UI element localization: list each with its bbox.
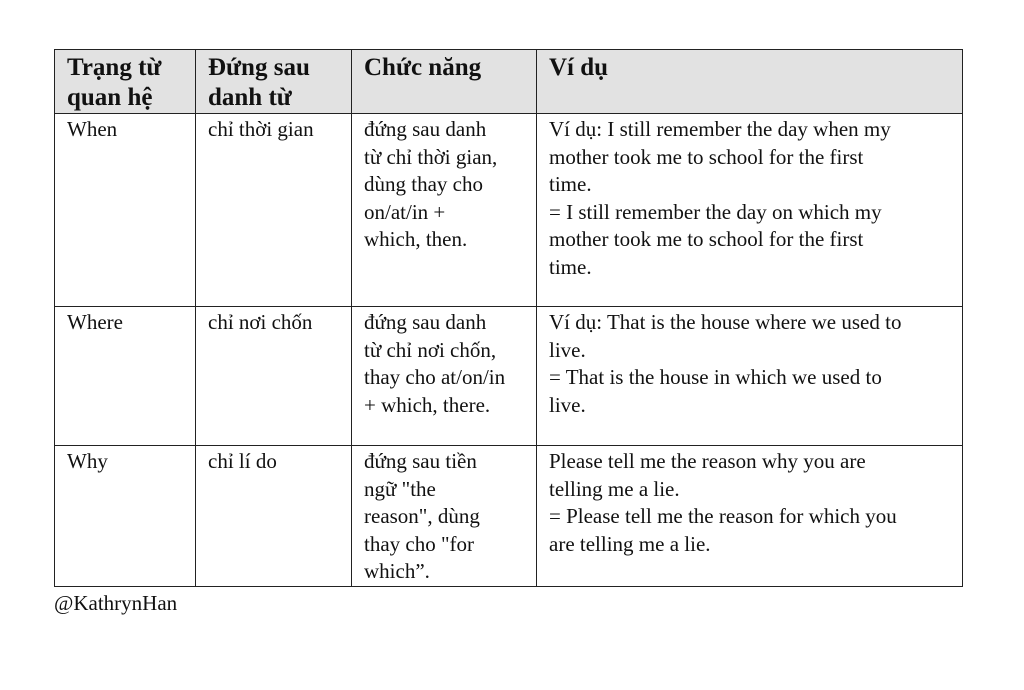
cell-function <box>352 307 537 446</box>
cell-line: Ví dụ: I still remember the day when my <box>549 117 891 141</box>
cell-line: từ chỉ nơi chốn, <box>364 337 497 362</box>
table-row <box>55 307 963 446</box>
cell-line: Ví dụ: That is the house where we used to <box>549 310 902 334</box>
header-line: Đứng sau <box>208 54 310 81</box>
cell-line: đứng sau tiền <box>364 449 477 473</box>
cell-line: + which, there. <box>364 392 491 417</box>
cell-line: live. <box>549 337 586 362</box>
header-line: Ví dụ <box>549 54 609 81</box>
cell-line: live. <box>549 392 586 417</box>
cell-line: which, then. <box>364 227 468 251</box>
cell-after-noun: chỉ thời gian <box>196 114 352 307</box>
header-relative-adverb <box>55 50 196 114</box>
cell-example <box>537 446 963 587</box>
cell-line: telling me a lie. <box>549 476 680 501</box>
relative-adverbs-table <box>54 49 963 587</box>
cell-line: time. <box>549 172 592 196</box>
header-function <box>352 50 537 114</box>
cell-after-noun: chỉ lí do <box>196 446 352 587</box>
header-line: Trạng từ <box>67 54 162 81</box>
document-page <box>54 49 962 617</box>
cell-line: = I still remember the day on which my <box>549 199 882 224</box>
cell-line: are telling me a lie. <box>549 531 711 556</box>
cell-line: = Please tell me the reason for which you <box>549 504 897 528</box>
author-credit: @KathrynHan <box>54 590 178 615</box>
cell-line: = That is the house in which we used to <box>549 365 882 389</box>
cell-example <box>537 307 963 446</box>
cell-line: thay cho "for <box>364 531 475 556</box>
cell-after-noun: chỉ nơi chốn <box>196 307 352 446</box>
cell-line: từ chỉ thời gian, <box>364 144 498 169</box>
cell-line: đứng sau danh <box>364 310 487 334</box>
cell-adverb: Why <box>55 446 196 587</box>
header-line: Chức năng <box>364 54 482 81</box>
cell-line: mother took me to school for the first <box>549 144 864 169</box>
cell-line: mother took me to school for the first <box>549 227 864 251</box>
cell-line: Please tell me the reason why you are <box>549 449 866 473</box>
cell-line: ngữ "the <box>364 476 436 501</box>
cell-function <box>352 114 537 307</box>
cell-line: thay cho at/on/in <box>364 365 506 389</box>
cell-function <box>352 446 537 587</box>
table-header-row <box>55 50 963 114</box>
header-example <box>537 50 963 114</box>
cell-line: đứng sau danh <box>364 117 487 141</box>
cell-line: on/at/in + <box>364 199 446 224</box>
cell-line: dùng thay cho <box>364 172 483 196</box>
header-line: danh từ <box>208 84 292 111</box>
cell-adverb: When <box>55 114 196 307</box>
header-line: quan hệ <box>67 84 153 111</box>
table-row <box>55 114 963 307</box>
header-after-noun <box>196 50 352 114</box>
cell-example <box>537 114 963 307</box>
cell-line: time. <box>549 254 592 279</box>
table-row <box>55 446 963 587</box>
cell-line: which”. <box>364 559 430 583</box>
cell-line: reason", dùng <box>364 504 480 528</box>
cell-adverb: Where <box>55 307 196 446</box>
